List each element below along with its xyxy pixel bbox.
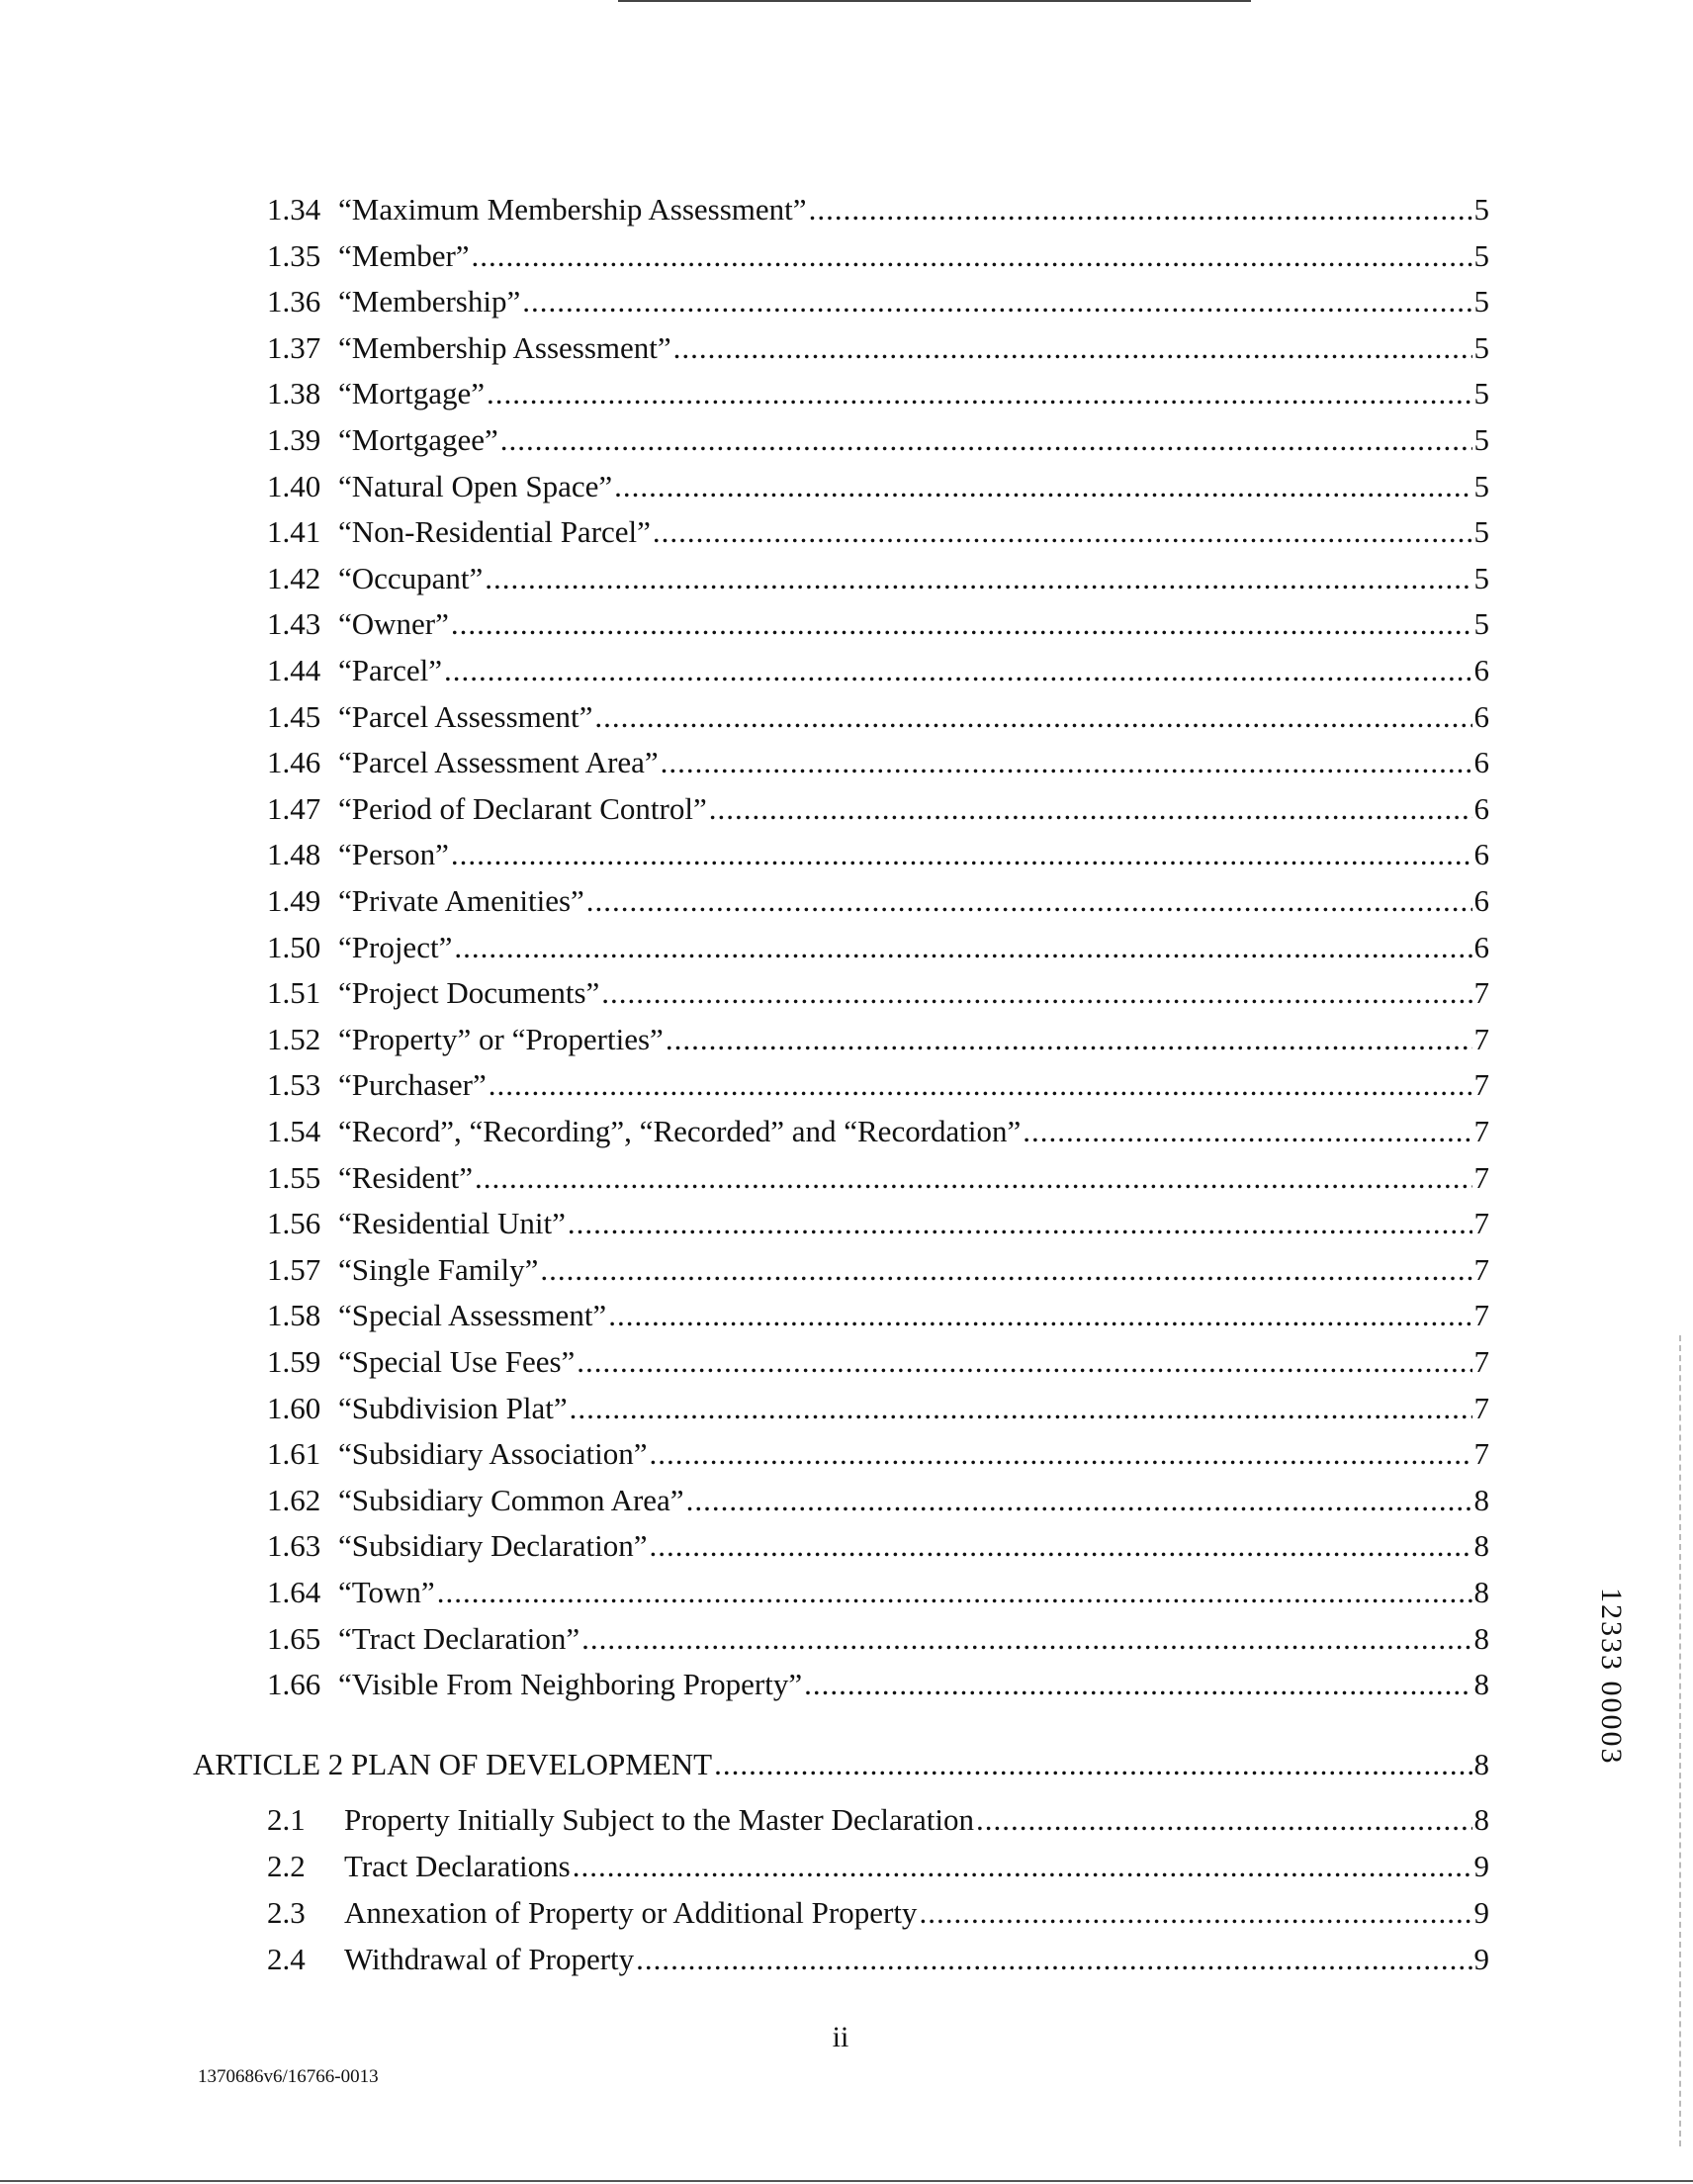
entry-title: Tract Declarations bbox=[344, 1849, 571, 1883]
entry-page-number: 5 bbox=[1473, 468, 1489, 503]
dot-leader bbox=[451, 602, 1472, 646]
entry-page-number: 7 bbox=[1473, 1436, 1489, 1472]
entry-title: “Subsidiary Declaration” bbox=[338, 1528, 648, 1564]
entry-title: “Project” bbox=[338, 929, 453, 964]
toc-entry[interactable] bbox=[267, 557, 1489, 600]
dot-leader bbox=[485, 557, 1471, 600]
entry-number: 1.35 bbox=[267, 237, 321, 273]
edge-marks bbox=[1679, 1335, 1683, 2146]
toc-entry[interactable] bbox=[267, 280, 1489, 323]
entry-number: 2.3 bbox=[267, 1895, 306, 1930]
dot-leader bbox=[709, 787, 1472, 831]
dot-leader bbox=[475, 1156, 1471, 1200]
dot-leader bbox=[601, 971, 1471, 1015]
entry-number: 1.65 bbox=[267, 1620, 321, 1656]
dot-leader bbox=[919, 1891, 1471, 1935]
toc-entry[interactable] bbox=[267, 1156, 1489, 1200]
dot-leader bbox=[522, 280, 1471, 323]
entry-page-number: 5 bbox=[1473, 376, 1489, 411]
entry-title: “Residential Unit” bbox=[338, 1206, 566, 1241]
entry-title: ARTICLE 2 PLAN OF DEVELOPMENT bbox=[193, 1747, 713, 1781]
toc-entry[interactable] bbox=[267, 234, 1489, 278]
toc-entry[interactable] bbox=[267, 372, 1489, 415]
entry-title: “Property” or “Properties” bbox=[338, 1021, 664, 1056]
entry-page-number: 5 bbox=[1473, 514, 1489, 550]
page-number: ii bbox=[832, 2021, 849, 2053]
entry-page-number: 5 bbox=[1473, 329, 1489, 365]
dot-leader bbox=[594, 695, 1471, 739]
toc-entry[interactable] bbox=[267, 1063, 1489, 1107]
entry-page-number: 6 bbox=[1473, 790, 1489, 826]
entry-page-number: 9 bbox=[1473, 1942, 1489, 1976]
dot-leader bbox=[437, 1571, 1472, 1614]
toc-entry[interactable] bbox=[267, 879, 1489, 923]
entry-number: 1.60 bbox=[267, 1390, 321, 1425]
entry-title: “Visible From Neighboring Property” bbox=[338, 1667, 803, 1702]
toc-sub-entry[interactable] bbox=[267, 1798, 1489, 1842]
toc-entry[interactable] bbox=[267, 326, 1489, 370]
entry-page-number: 9 bbox=[1473, 1849, 1489, 1883]
toc-entry[interactable] bbox=[267, 1340, 1489, 1384]
toc-entry[interactable] bbox=[267, 741, 1489, 784]
entry-number: 1.44 bbox=[267, 653, 321, 687]
entry-title: “Private Amenities” bbox=[338, 883, 584, 918]
dot-leader bbox=[1023, 1110, 1471, 1153]
entry-title: “Parcel Assessment Area” bbox=[338, 745, 659, 780]
entry-title: Property Initially Subject to the Master Declaration bbox=[344, 1802, 975, 1837]
entry-title: “Member” bbox=[338, 237, 470, 273]
dot-leader bbox=[614, 465, 1471, 508]
dot-leader bbox=[568, 1202, 1472, 1245]
entry-title: “Record”, “Recording”, “Recorded” and “Recordation” bbox=[338, 1114, 1022, 1148]
toc-entry[interactable] bbox=[267, 1294, 1489, 1337]
entry-page-number: 7 bbox=[1473, 1390, 1489, 1425]
dot-leader bbox=[451, 833, 1472, 876]
entry-title: “Tract Declaration” bbox=[338, 1620, 580, 1656]
entry-page-number: 5 bbox=[1473, 606, 1489, 642]
dot-leader bbox=[454, 926, 1471, 969]
dot-leader bbox=[661, 741, 1472, 784]
entry-title: “Resident” bbox=[338, 1159, 474, 1195]
entry-number: 1.40 bbox=[267, 468, 321, 503]
entry-number: 1.39 bbox=[267, 422, 321, 457]
entry-page-number: 7 bbox=[1473, 1206, 1489, 1241]
toc-entry[interactable] bbox=[267, 1387, 1489, 1430]
entry-number: 2.2 bbox=[267, 1849, 306, 1883]
entry-page-number: 5 bbox=[1473, 560, 1489, 595]
entry-number: 1.45 bbox=[267, 698, 321, 734]
entry-number: 2.1 bbox=[267, 1802, 306, 1837]
entry-page-number: 6 bbox=[1473, 698, 1489, 734]
dot-leader bbox=[581, 1617, 1471, 1661]
toc-entry[interactable] bbox=[267, 602, 1489, 646]
entry-page-number: 7 bbox=[1473, 1067, 1489, 1103]
toc-entry[interactable] bbox=[267, 510, 1489, 554]
entry-number: 1.51 bbox=[267, 975, 321, 1011]
dot-leader bbox=[570, 1387, 1472, 1430]
toc-entry[interactable] bbox=[267, 418, 1489, 462]
entry-number: 1.47 bbox=[267, 790, 321, 826]
entry-page-number: 8 bbox=[1473, 1667, 1489, 1702]
entry-page-number: 5 bbox=[1473, 237, 1489, 273]
entry-number: 1.37 bbox=[267, 329, 321, 365]
dot-leader bbox=[444, 649, 1472, 692]
toc-sub-entry[interactable] bbox=[267, 1891, 1489, 1935]
dot-leader bbox=[500, 418, 1472, 462]
entry-page-number: 6 bbox=[1473, 883, 1489, 918]
dot-leader bbox=[976, 1798, 1471, 1842]
dot-leader bbox=[577, 1340, 1471, 1384]
entry-title: “Subsidiary Common Area” bbox=[338, 1482, 684, 1517]
entry-page-number: 8 bbox=[1473, 1747, 1489, 1781]
toc-entry[interactable] bbox=[267, 1110, 1489, 1153]
dot-leader bbox=[649, 1524, 1471, 1568]
dot-leader bbox=[586, 879, 1472, 923]
dot-leader bbox=[673, 326, 1472, 370]
entry-title: “Mortgagee” bbox=[338, 422, 498, 457]
entry-number: 1.61 bbox=[267, 1436, 321, 1472]
side-stamp bbox=[1594, 1588, 1634, 1884]
entry-number: 1.49 bbox=[267, 883, 321, 918]
side-stamp-text: 12333 00003 bbox=[1595, 1588, 1628, 1766]
toc-entry[interactable] bbox=[267, 1571, 1489, 1614]
entry-page-number: 8 bbox=[1473, 1482, 1489, 1517]
dot-leader bbox=[653, 510, 1472, 554]
dot-leader bbox=[608, 1294, 1471, 1337]
entry-title: “Person” bbox=[338, 837, 449, 872]
entry-number: 1.55 bbox=[267, 1159, 321, 1195]
document-id: 1370686v6/16766-0013 bbox=[198, 2066, 379, 2087]
entry-page-number: 6 bbox=[1473, 837, 1489, 872]
entry-title: “Non-Residential Parcel” bbox=[338, 514, 651, 550]
entry-number: 1.42 bbox=[267, 560, 321, 595]
entry-number: 1.63 bbox=[267, 1528, 321, 1564]
entry-number: 1.43 bbox=[267, 606, 321, 642]
toc-entry[interactable] bbox=[267, 188, 1489, 231]
entry-number: 1.36 bbox=[267, 284, 321, 319]
entry-number: 2.4 bbox=[267, 1942, 306, 1976]
entry-page-number: 7 bbox=[1473, 1159, 1489, 1195]
entry-title: “Subsidiary Association” bbox=[338, 1436, 648, 1472]
entry-title: “Occupant” bbox=[338, 560, 484, 595]
toc-entry[interactable] bbox=[267, 971, 1489, 1015]
entry-number: 1.48 bbox=[267, 837, 321, 872]
toc-entry[interactable] bbox=[267, 1432, 1489, 1476]
entry-page-number: 7 bbox=[1473, 1114, 1489, 1148]
entry-page-number: 7 bbox=[1473, 1344, 1489, 1379]
entry-page-number: 7 bbox=[1473, 1021, 1489, 1056]
entry-number: 1.56 bbox=[267, 1206, 321, 1241]
entry-page-number: 8 bbox=[1473, 1620, 1489, 1656]
dot-leader bbox=[573, 1845, 1472, 1888]
toc-entry[interactable] bbox=[267, 787, 1489, 831]
toc-entry[interactable] bbox=[267, 649, 1489, 692]
entry-number: 1.54 bbox=[267, 1114, 321, 1148]
toc-entry[interactable] bbox=[267, 926, 1489, 969]
toc-entry[interactable] bbox=[267, 1248, 1489, 1292]
toc-entry[interactable] bbox=[267, 1524, 1489, 1568]
entry-page-number: 7 bbox=[1473, 1298, 1489, 1333]
dot-leader bbox=[666, 1018, 1472, 1061]
entry-number: 1.59 bbox=[267, 1344, 321, 1379]
entry-number: 1.58 bbox=[267, 1298, 321, 1333]
entry-title: “Special Use Fees” bbox=[338, 1344, 576, 1379]
entry-page-number: 6 bbox=[1473, 653, 1489, 687]
entry-page-number: 5 bbox=[1473, 192, 1489, 227]
toc-entry[interactable] bbox=[267, 465, 1489, 508]
entry-number: 1.34 bbox=[267, 192, 321, 227]
toc-entry[interactable] bbox=[267, 1479, 1489, 1522]
entry-number: 1.64 bbox=[267, 1575, 321, 1609]
dot-leader bbox=[487, 372, 1471, 415]
toc-entry[interactable] bbox=[267, 1018, 1489, 1061]
entry-title: “Project Documents” bbox=[338, 975, 600, 1011]
toc-sub-entry[interactable] bbox=[267, 1845, 1489, 1888]
entry-number: 1.38 bbox=[267, 376, 321, 411]
entry-number: 1.66 bbox=[267, 1667, 321, 1702]
toc-entry[interactable] bbox=[267, 833, 1489, 876]
article-heading[interactable] bbox=[193, 1743, 1489, 1786]
entry-number: 1.62 bbox=[267, 1482, 321, 1517]
entry-title: Annexation of Property or Additional Property bbox=[344, 1895, 918, 1930]
dot-leader bbox=[540, 1248, 1471, 1292]
entry-title: Withdrawal of Property bbox=[344, 1942, 635, 1976]
entry-number: 1.53 bbox=[267, 1067, 321, 1103]
entry-title: “Natural Open Space” bbox=[338, 468, 613, 503]
entry-title: “Parcel Assessment” bbox=[338, 698, 593, 734]
entry-title: “Maximum Membership Assessment” bbox=[338, 192, 807, 227]
toc-entry[interactable] bbox=[267, 1202, 1489, 1245]
dot-leader bbox=[686, 1479, 1472, 1522]
dot-leader bbox=[489, 1063, 1472, 1107]
entry-page-number: 8 bbox=[1473, 1802, 1489, 1837]
toc-entry[interactable] bbox=[267, 1663, 1489, 1706]
entry-page-number: 8 bbox=[1473, 1575, 1489, 1609]
entry-number: 1.46 bbox=[267, 745, 321, 780]
entry-title: “Purchaser” bbox=[338, 1067, 487, 1103]
dot-leader bbox=[809, 188, 1472, 231]
entry-number: 1.41 bbox=[267, 514, 321, 550]
dot-leader bbox=[804, 1663, 1471, 1706]
entry-number: 1.57 bbox=[267, 1251, 321, 1287]
entry-page-number: 8 bbox=[1473, 1528, 1489, 1564]
entry-title: “Mortgage” bbox=[338, 376, 486, 411]
toc-sub-entry[interactable] bbox=[267, 1938, 1489, 1981]
entry-page-number: 6 bbox=[1473, 929, 1489, 964]
toc-entry[interactable] bbox=[267, 1617, 1489, 1661]
toc-entry[interactable] bbox=[267, 695, 1489, 739]
entry-title: “Special Assessment” bbox=[338, 1298, 607, 1333]
dot-leader bbox=[472, 234, 1472, 278]
entry-page-number: 5 bbox=[1473, 284, 1489, 319]
dot-leader bbox=[650, 1432, 1472, 1476]
entry-page-number: 9 bbox=[1473, 1895, 1489, 1930]
entry-title: “Membership Assessment” bbox=[338, 329, 671, 365]
entry-title: “Town” bbox=[338, 1575, 435, 1609]
dot-leader bbox=[636, 1938, 1471, 1981]
entry-number: 1.52 bbox=[267, 1021, 321, 1056]
entry-number: 1.50 bbox=[267, 929, 321, 964]
bottom-rule bbox=[0, 2180, 1693, 2182]
entry-title: “Parcel” bbox=[338, 653, 442, 687]
dot-leader bbox=[714, 1743, 1471, 1786]
entry-title: “Owner” bbox=[338, 606, 449, 642]
entry-title: “Single Family” bbox=[338, 1251, 539, 1287]
entry-title: “Subdivision Plat” bbox=[338, 1390, 568, 1425]
entry-title: “Membership” bbox=[338, 284, 521, 319]
entry-page-number: 5 bbox=[1473, 422, 1489, 457]
entry-page-number: 6 bbox=[1473, 745, 1489, 780]
entry-page-number: 7 bbox=[1473, 975, 1489, 1011]
entry-page-number: 7 bbox=[1473, 1251, 1489, 1287]
entry-title: “Period of Declarant Control” bbox=[338, 790, 707, 826]
